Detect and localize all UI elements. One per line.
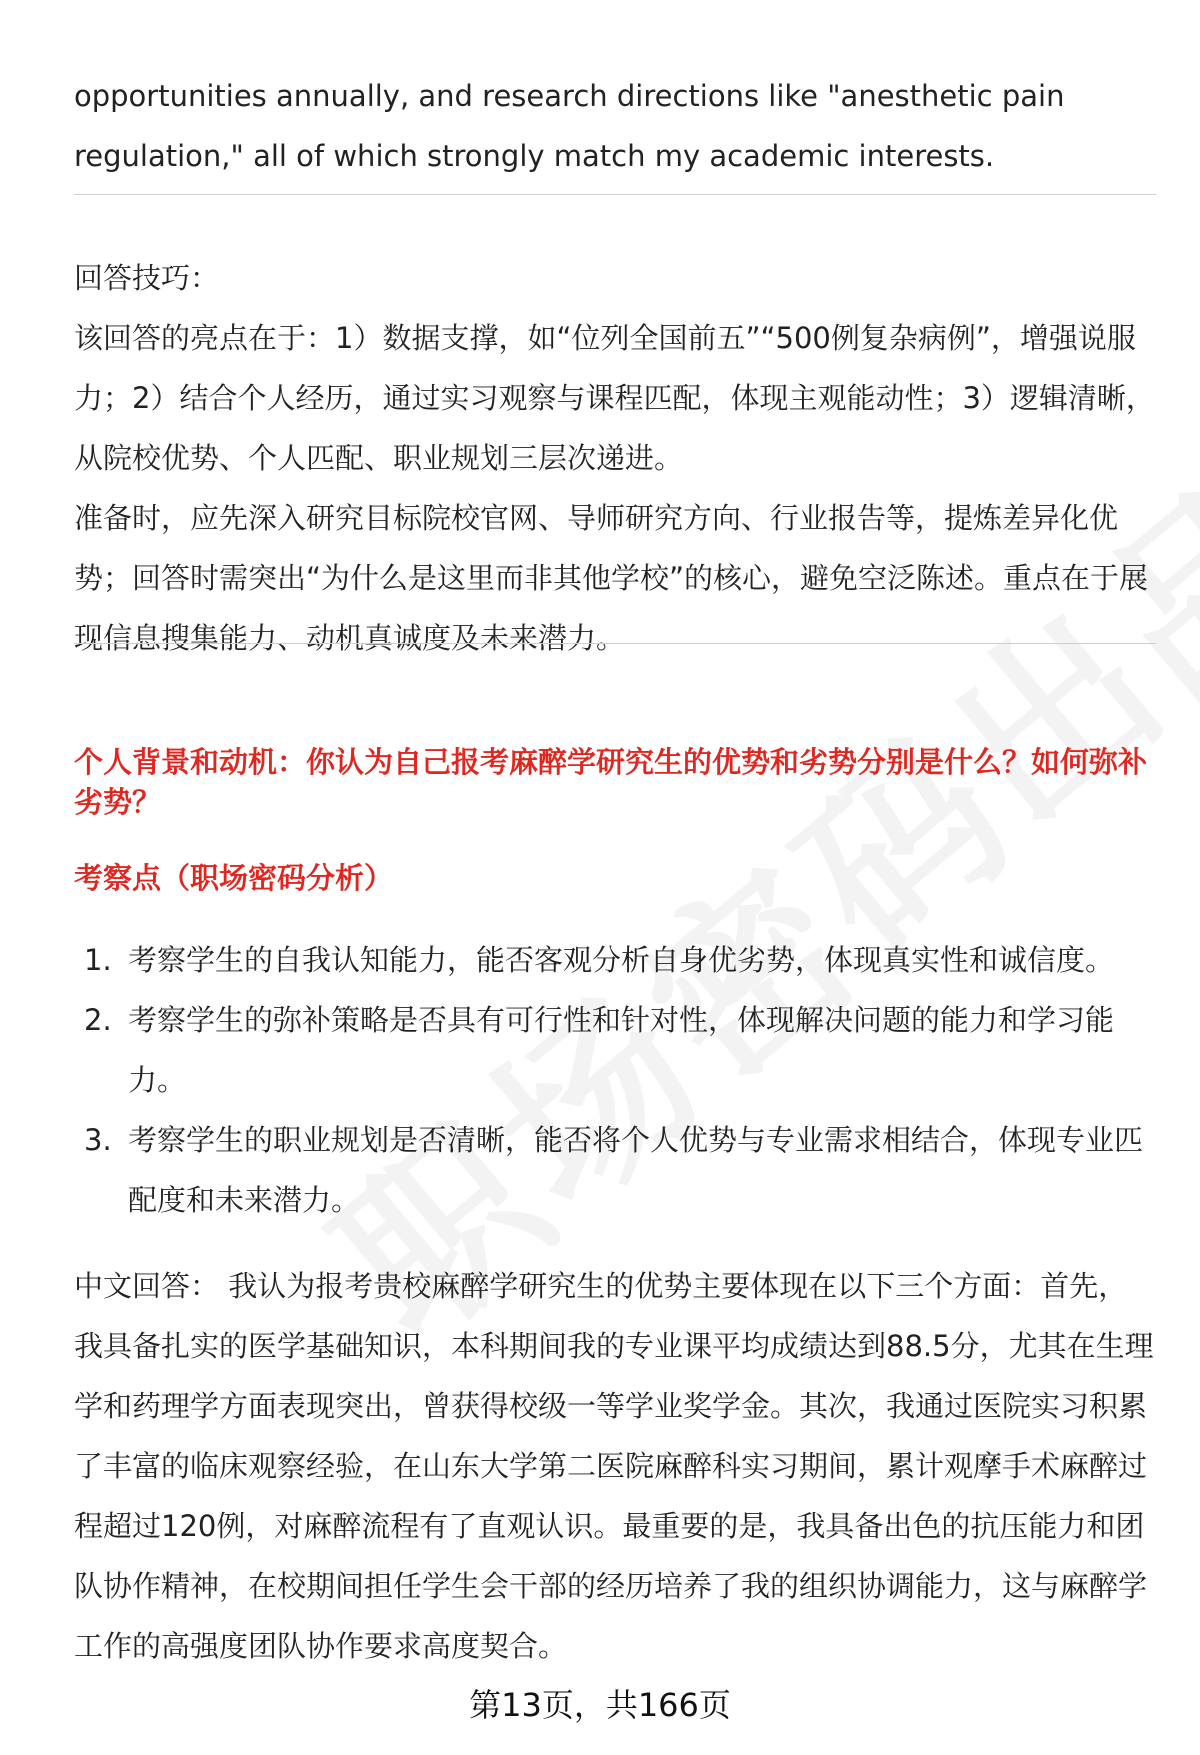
list-item-text: 考察学生的自我认知能力，能否客观分析自身优劣势，体现真实性和诚信度。 — [128, 943, 1115, 977]
assessment-points-heading: 考察点（职场密码分析） — [74, 861, 394, 895]
list-item — [74, 1110, 1156, 1230]
divider-middle — [74, 643, 1156, 644]
list-item — [74, 930, 1156, 990]
list-item — [74, 990, 1156, 1110]
list-item-text: 考察学生的弥补策略是否具有可行性和针对性，体现解决问题的能力和学习能力。 — [128, 1003, 1115, 1097]
divider-top — [74, 194, 1156, 195]
list-item-number: 1. — [84, 943, 112, 977]
answer-tips-block — [74, 248, 1156, 668]
tips-paragraph-1: 该回答的亮点在于：1）数据支撑，如“位列全国前五”“500例复杂病例”，增强说服力；2）结合个人经历，通过实习观察与课程匹配，体现主观能动性；3）逻辑清晰，从院校优势、个人匹配、职业规划三层次递进。 — [74, 321, 1155, 475]
document-page — [74, 0, 1156, 1755]
page-number-footer: 第13页，共166页 — [469, 1686, 731, 1724]
list-item-number: 2. — [84, 1003, 112, 1037]
assessment-points-list — [74, 930, 1156, 1230]
intro-paragraph: opportunities annually, and research directions like "anesthetic pain regulation," all of which strongly match my academic interests. — [74, 79, 1065, 173]
question-heading: 个人背景和动机：你认为自己报考麻醉学研究生的优势和劣势分别是什么？如何弥补劣势？ — [74, 745, 1148, 819]
list-item-text: 考察学生的职业规划是否清晰，能否将个人优势与专业需求相结合，体现专业匹配度和未来潜力。 — [128, 1123, 1144, 1217]
chinese-answer-paragraph: 中文回答： 我认为报考贵校麻醉学研究生的优势主要体现在以下三个方面：首先，我具备扎实的医学基础知识，本科期间我的专业课平均成绩达到88.5分，尤其在生理学和药理学方面表现突出，曾获得校级一等学业奖学金。其次，我通过医院实习积累了丰富的临床观察经验，在山东大学第二医院麻醉科实习期间，累计观摩手术麻醉过程超过120例，对麻醉流程有了直观认识。最重要的是，我具备出色的抗压能力和团队协作精神，在校期间担任学生会干部的经历培养了我的组织协调能力，这与麻醉学工作的高强度团队协作要求高度契合。 — [74, 1269, 1154, 1663]
tips-heading: 回答技巧： — [74, 261, 220, 295]
tips-paragraph-2: 准备时，应先深入研究目标院校官网、导师研究方向、行业报告等，提炼差异化优势；回答时需突出“为什么是这里而非其他学校”的核心，避免空泛陈述。重点在于展现信息搜集能力、动机真诚度及未来潜力。 — [74, 501, 1149, 655]
list-item-number: 3. — [84, 1123, 112, 1157]
